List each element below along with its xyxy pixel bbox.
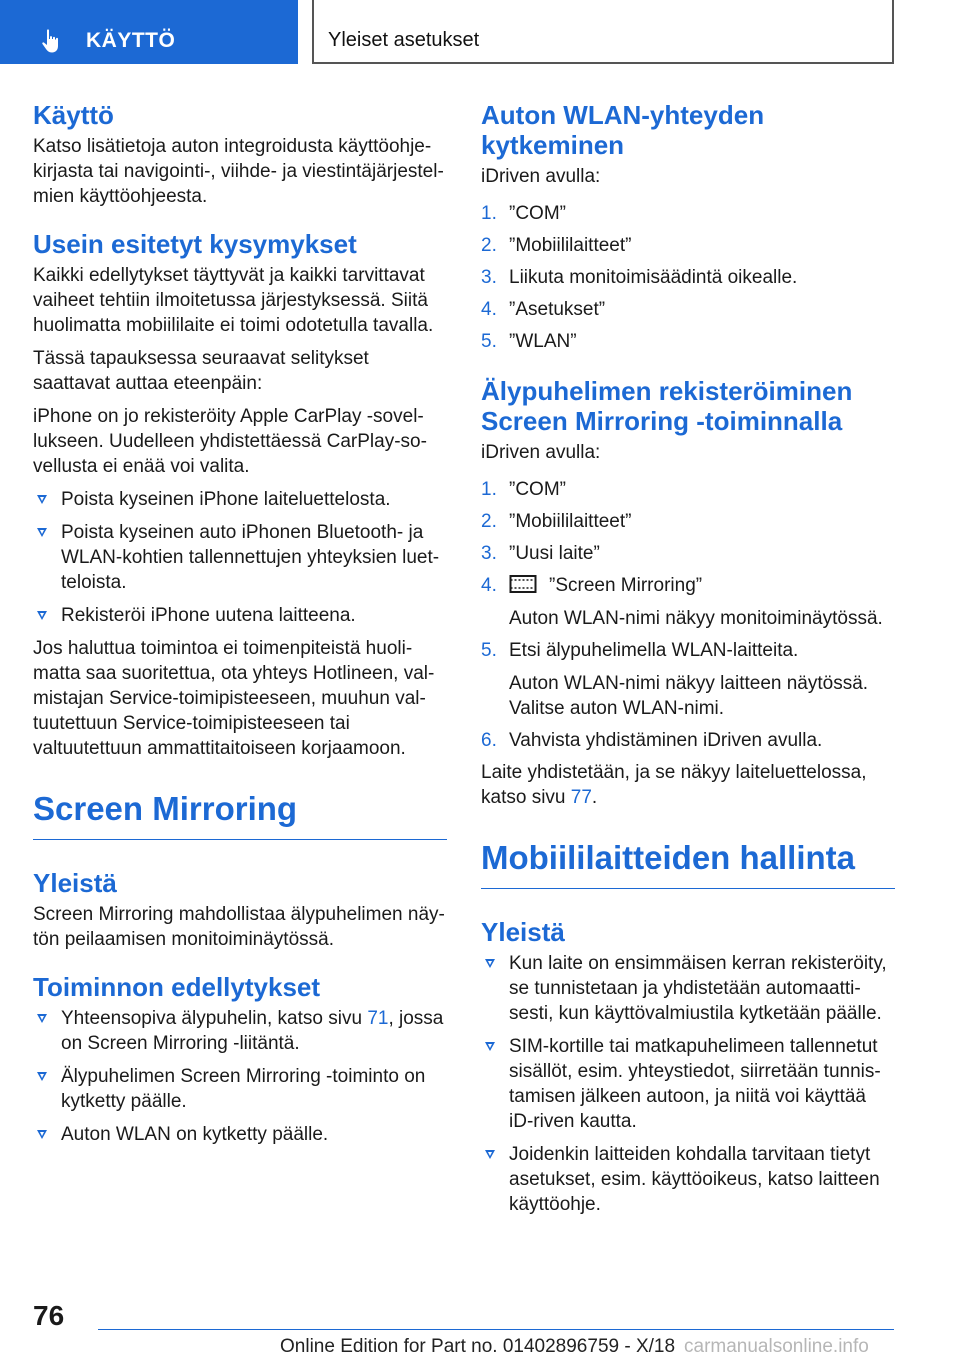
step-text: ”Mobiililaitteet”	[509, 235, 632, 256]
step-item	[481, 509, 895, 534]
yleista-text: Screen Mirroring mahdollistaa älypuhelimen näy-tön peilaamisen monitoiminäytössä.	[33, 904, 445, 950]
list-item	[33, 1064, 447, 1114]
triangle-bullet-icon	[37, 611, 47, 620]
step-text: ”Screen Mirroring”	[549, 575, 703, 596]
step-number: 2.	[481, 511, 497, 532]
kaytto-heading: Käyttö	[33, 100, 114, 130]
step-text: ”Uusi laite”	[509, 543, 600, 564]
step-item	[481, 201, 895, 226]
list-item	[33, 487, 447, 512]
triangle-bullet-icon	[485, 1150, 495, 1159]
step-text: Etsi älypuhelimella WLAN-laitteita.	[509, 640, 799, 661]
step-number: 1.	[481, 203, 497, 224]
step-number: 3.	[481, 543, 497, 564]
step-item	[481, 573, 895, 631]
triangle-bullet-icon	[37, 1014, 47, 1023]
screen-mirroring-icon	[509, 574, 537, 594]
register-outro	[481, 760, 895, 810]
step-item	[481, 265, 895, 290]
list-item-text: Älypuhelimen Screen Mirroring -toiminto on kytketty päälle.	[61, 1066, 426, 1112]
step-subtext: Auton WLAN-nimi näkyy laitteen näytössä. Valitse auton WLAN-nimi.	[509, 673, 869, 719]
register-outro-text: Laite yhdistetään, ja se näkyy laiteluettelossa, katso sivu	[481, 762, 867, 808]
step-number: 4.	[481, 299, 497, 320]
step-number: 2.	[481, 235, 497, 256]
step-item	[481, 329, 895, 354]
list-item-text: SIM-kortille tai matkapuhelimeen tallennetut sisällöt, esim. yhteystiedot, siirretään tunnis-tamisen jälkeen autoon, ja niitä voi käyttää iD-riven kautta.	[509, 1036, 881, 1132]
step-text: Liikuta monitoimisäädintä oikealle.	[509, 267, 798, 288]
triangle-bullet-icon	[37, 1130, 47, 1139]
list-item-text: Yhteensopiva älypuhelin, katso sivu	[61, 1008, 368, 1029]
list-item-text: Joidenkin laitteiden kohdalla tarvitaan tietyt asetukset, esim. käyttöoikeus, katso laitteen käyttöohje.	[509, 1144, 880, 1215]
list-item-text: Rekisteröi iPhone uutena laitteena.	[61, 605, 356, 626]
list-item-text: Kun laite on ensimmäisen kerran rekisteröity, se tunnistetaan ja yhdistetään automaatti-sesti, kun käyttövalmiustila kytketään päälle.	[509, 953, 887, 1024]
step-text: ”Asetukset”	[509, 299, 606, 320]
list-item	[33, 520, 447, 595]
header-tab-label: KÄYTTÖ	[86, 29, 176, 52]
list-item	[481, 1142, 895, 1217]
triangle-bullet-icon	[485, 959, 495, 968]
register-intro: iDriven avulla:	[481, 442, 601, 463]
step-item	[481, 233, 895, 258]
kaytto-text: Katso lisätietoja auton integroidusta käyttöohje-kirjasta tai navigointi-, viihde- ja viestintäjärjestel-mien käyttöohjeesta.	[33, 136, 444, 207]
list-item	[481, 951, 895, 1026]
footer-edition: Online Edition for Part no. 01402896759 - X/18	[280, 1336, 676, 1357]
management-heading: Mobiililaitteiden hallinta	[481, 838, 895, 889]
step-text: ”COM”	[509, 203, 566, 224]
step-subtext: Auton WLAN-nimi näkyy monitoiminäytössä.	[509, 608, 883, 629]
faq-paragraph: iPhone on jo rekisteröity Apple CarPlay -sovel-lukseen. Uudelleen yhdistettäessä CarPlay-so-vellusta ei enää voi valita.	[33, 406, 427, 477]
step-item	[481, 541, 895, 566]
header-section	[312, 0, 894, 64]
register-outro-text: .	[591, 787, 598, 808]
list-item-text: Poista kyseinen auto iPhonen Bluetooth- ja WLAN-kohtien tallennettujen yhteyksien luet-teloista.	[61, 522, 440, 593]
page-link[interactable]: 77	[570, 787, 592, 808]
triangle-bullet-icon	[37, 1072, 47, 1081]
list-item	[33, 603, 447, 628]
list-item	[33, 1006, 447, 1056]
register-heading: Älypuhelimen rekisteröiminen Screen Mirroring -toiminnalla	[481, 376, 853, 436]
faq-paragraph: Kaikki edellytykset täyttyvät ja kaikki tarvittavat vaiheet tehtiin ilmoitetussa järjestyksessä. Siitä huolimatta mobiililaite ei toimi odotetulla tavalla.	[33, 265, 434, 336]
faq-paragraph: Jos haluttua toimintoa ei toimenpiteistä huoli-matta saa suoritettua, ota yhteys Hotlineen, val-mistajan Service-toimipisteeseen, muuhun val-tuutettuun Service-toimipisteeseen tai valtuutettuun ammattitaitoiseen korjaamoon.	[33, 638, 435, 759]
step-number: 4.	[481, 575, 497, 596]
watermark: carmanualsonline.info	[684, 1336, 869, 1357]
mirroring-heading: Screen Mirroring	[33, 789, 447, 840]
triangle-bullet-icon	[485, 1042, 495, 1051]
page-link[interactable]: 71	[367, 1008, 389, 1029]
list-item	[481, 1034, 895, 1134]
management-subheading: Yleistä	[481, 917, 565, 947]
step-item	[481, 728, 895, 753]
faq-paragraph: Tässä tapauksessa seuraavat selitykset saattavat auttaa eteenpäin:	[33, 348, 369, 394]
step-number: 5.	[481, 331, 497, 352]
page-number: 76	[33, 1300, 65, 1331]
step-number: 6.	[481, 730, 497, 751]
step-number: 5.	[481, 640, 497, 661]
step-text: ”Mobiililaitteet”	[509, 511, 632, 532]
faq-heading: Usein esitetyt kysymykset	[33, 229, 357, 259]
step-item	[481, 477, 895, 502]
list-item	[33, 1122, 447, 1147]
step-text: ”COM”	[509, 479, 566, 500]
header-section-label: Yleiset asetukset	[328, 29, 480, 51]
pointing-hand-icon	[40, 28, 64, 54]
step-text: ”WLAN”	[509, 331, 577, 352]
step-number: 3.	[481, 267, 497, 288]
wlan-heading: Auton WLAN-yhteyden kytkeminen	[481, 100, 765, 160]
step-text: Vahvista yhdistäminen iDriven avulla.	[509, 730, 823, 751]
triangle-bullet-icon	[37, 528, 47, 537]
step-number: 1.	[481, 479, 497, 500]
right-column	[481, 100, 895, 1225]
wlan-intro: iDriven avulla:	[481, 166, 601, 187]
step-item	[481, 638, 895, 721]
footer-divider	[98, 1329, 894, 1330]
list-item-text: Poista kyseinen iPhone laiteluettelosta.	[61, 489, 391, 510]
yleista-heading: Yleistä	[33, 868, 117, 898]
header-tab	[0, 0, 298, 64]
requirements-heading: Toiminnon edellytykset	[33, 972, 321, 1002]
list-item-text: Auton WLAN on kytketty päälle.	[61, 1124, 329, 1145]
triangle-bullet-icon	[37, 495, 47, 504]
list-item-text: , jossa on Screen Mirroring -liitäntä.	[61, 1008, 444, 1054]
step-item	[481, 297, 895, 322]
left-column	[33, 100, 447, 1155]
